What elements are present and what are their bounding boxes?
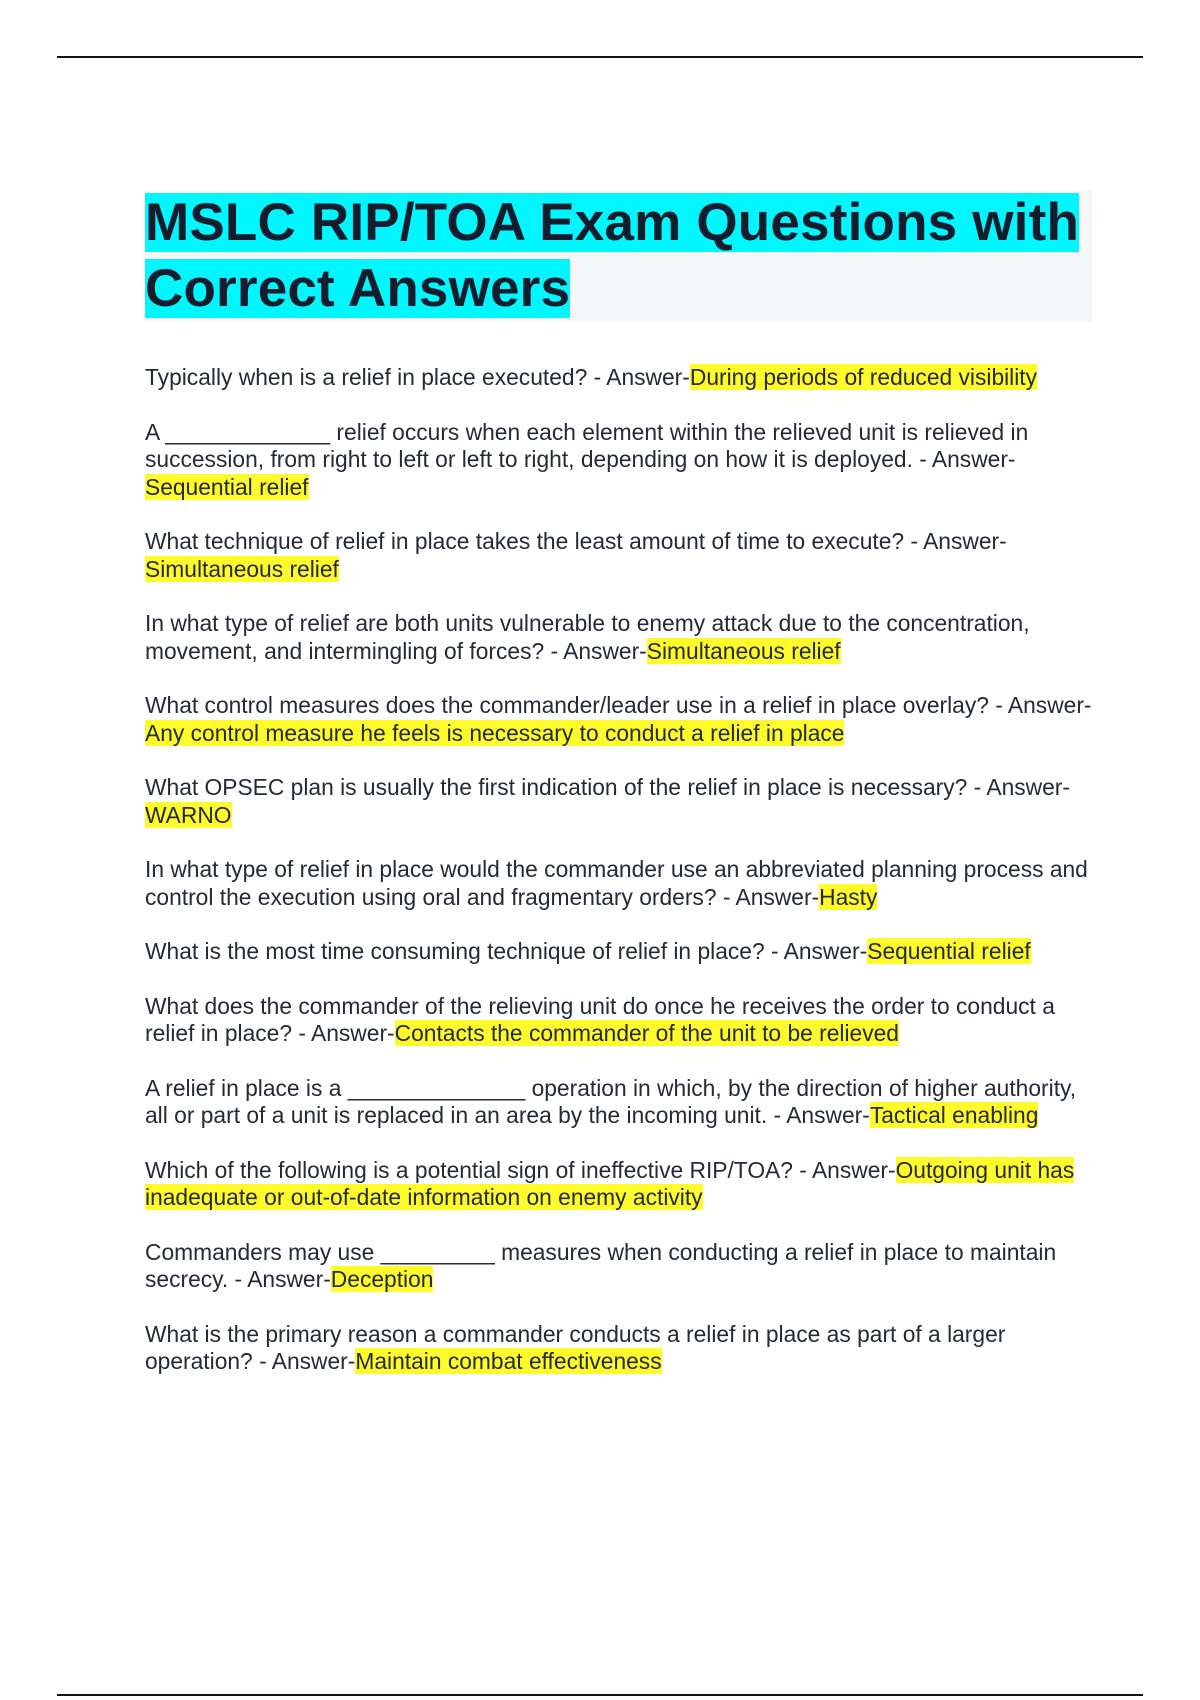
question-text: What is the most time consuming technique of relief in place? - (145, 938, 784, 964)
answer-prefix: Answer- (247, 1266, 331, 1292)
question-answer-item (145, 1157, 1095, 1212)
question-text: In what type of relief in place would the commander use an abbreviated planning process and control the execution using oral and fragmentary orders? - (145, 856, 1088, 910)
question-text: Which of the following is a potential sign of ineffective RIP/TOA? - (145, 1156, 812, 1183)
question-text: What is the primary reason a commander conducts a relief in place as part of a larger operation? - (145, 1320, 1006, 1374)
question-answer-item (145, 1321, 1095, 1376)
answer-highlight: Sequential relief (867, 938, 1031, 964)
question-text: Typically when is a relief in place executed? - (145, 364, 607, 390)
question-answer-item (145, 364, 1095, 392)
answer-prefix: Answer- (923, 528, 1007, 554)
answer-highlight: Any control measure he feels is necessary to conduct a relief in place (145, 719, 845, 746)
question-answer-item (145, 419, 1095, 502)
question-answer-item (145, 528, 1095, 583)
answer-highlight: Deception (330, 1266, 434, 1292)
bottom-rule (57, 1694, 1143, 1696)
answer-highlight: Sequential relief (145, 473, 309, 500)
answer-highlight: Maintain combat effectiveness (355, 1348, 662, 1374)
answer-highlight: Hasty (819, 883, 878, 910)
question-answer-item (145, 774, 1095, 829)
question-answer-item (145, 610, 1095, 665)
question-text: In what type of relief are both units vulnerable to enemy attack due to the concentration, movement, and intermingling of forces? - (145, 610, 1030, 664)
answer-prefix: Answer- (735, 883, 820, 910)
answer-highlight: Contacts the commander of the unit to be relieved (394, 1020, 899, 1046)
question-answer-item (145, 938, 1095, 966)
question-answer-item (145, 692, 1095, 747)
title-block (145, 190, 1092, 322)
question-answer-item (145, 1075, 1095, 1130)
answer-prefix: Answer- (986, 774, 1070, 800)
document-title (145, 190, 1092, 322)
top-rule (57, 56, 1143, 58)
answer-prefix: Answer- (1007, 692, 1092, 718)
answer-prefix: Answer- (786, 1102, 870, 1128)
question-answer-item (145, 856, 1095, 911)
question-answer-item (145, 1239, 1095, 1294)
question-answer-item (145, 993, 1095, 1048)
question-text: Commanders may use _________ measures when conducting a relief in place to maintain secrecy. - (145, 1238, 1057, 1292)
answer-prefix: Answer- (563, 637, 647, 664)
answer-highlight: WARNO (145, 801, 232, 828)
answer-highlight: Tactical enabling (869, 1102, 1039, 1128)
question-text: What technique of relief in place takes the least amount of time to execute? - (145, 528, 924, 554)
answer-highlight: Simultaneous relief (145, 555, 339, 582)
answer-prefix: Answer- (811, 1156, 896, 1183)
question-text: What control measures does the commander/leader use in a relief in place overlay? - (145, 692, 1008, 718)
question-text: What OPSEC plan is usually the first indication of the relief in place is necessary? - (145, 774, 987, 800)
question-text: What does the commander of the relieving unit do once he receives the order to conduct a relief in place? - (145, 992, 1055, 1046)
answer-prefix: Answer- (783, 938, 868, 964)
document-title-text: MSLC RIP/TOA Exam Questions with Correct Answers (145, 193, 1080, 318)
answer-prefix: Answer- (271, 1348, 356, 1374)
question-text: A _____________ relief occurs when each element within the relieved unit is relieved in succession, from right to left or left to right, depending on how it is deployed. - (145, 418, 1029, 472)
answer-highlight: During periods of reduced visibility (689, 364, 1038, 390)
answer-prefix: Answer- (606, 364, 690, 390)
question-answer-list (145, 364, 1095, 1403)
question-text: A relief in place is a ______________ operation in which, by the direction of higher authority, all or part of a unit is replaced in an area by the incoming unit. - (145, 1074, 1077, 1128)
answer-prefix: Answer- (311, 1020, 395, 1046)
answer-highlight: Simultaneous relief (646, 637, 841, 664)
answer-prefix: Answer- (931, 446, 1016, 472)
answer-highlight: Outgoing unit has inadequate or out-of-date information on enemy activity (145, 1156, 1075, 1210)
